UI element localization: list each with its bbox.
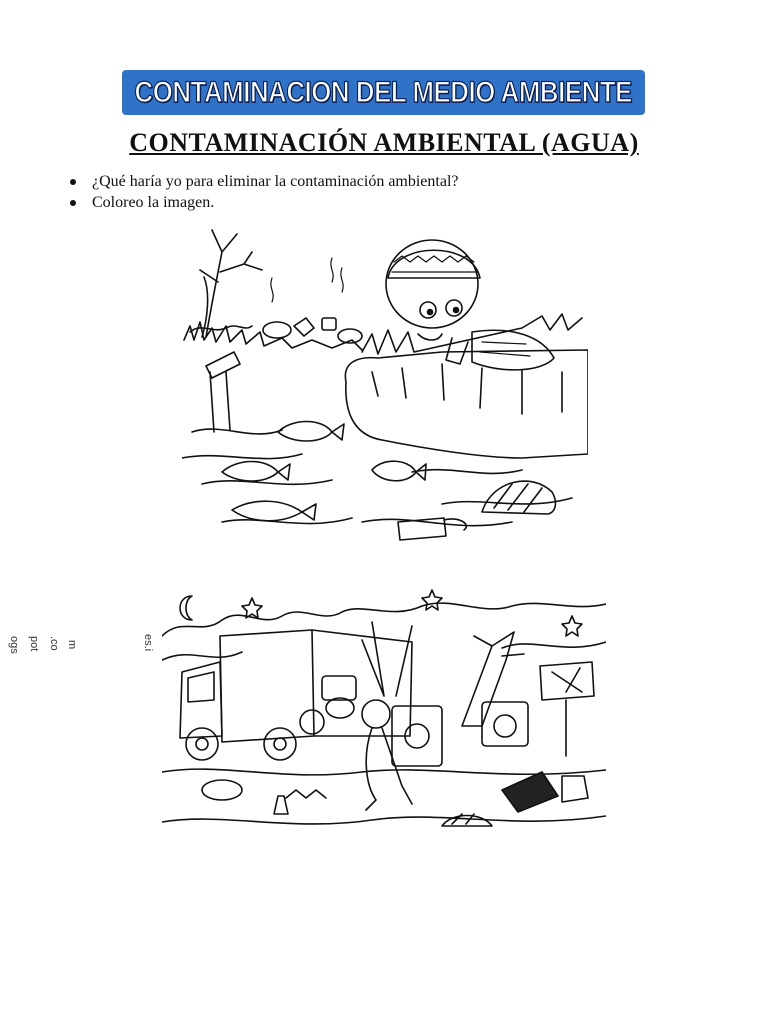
barrel-icon: [202, 780, 242, 800]
dead-tree-icon: [200, 230, 262, 337]
page-title: CONTAMINACIÓN AMBIENTAL (AGUA): [129, 128, 639, 157]
dead-fish-icon: [232, 501, 316, 521]
forest-dumping-illustration: [162, 576, 606, 842]
watermark-fragment: m: [66, 640, 78, 650]
polluted-river-illustration: [182, 222, 588, 554]
instruction-list: [68, 171, 459, 213]
truck-cab-icon: [180, 662, 222, 738]
broken-tree-icon: [462, 632, 524, 726]
truck-wheel-icon: [186, 728, 218, 760]
bullet-icon: [70, 179, 76, 185]
bullet-icon: [70, 200, 76, 206]
star-icon: [422, 590, 442, 610]
truck-wheel-icon: [264, 728, 296, 760]
drain-pipe-icon: [206, 352, 240, 432]
banner-title: CONTAMINACION DEL MEDIO AMBIENTE: [134, 75, 633, 109]
star-icon: [242, 598, 262, 618]
watermark-fragment: .co: [48, 636, 60, 651]
moon-icon: [180, 596, 192, 620]
tire-icon: [482, 481, 555, 514]
bottle-icon: [398, 518, 466, 540]
can-icon: [263, 322, 291, 338]
person-head-icon: [362, 700, 390, 728]
list-item: ¿Qué haría yo para eliminar la contaminación ambiental?: [68, 171, 459, 192]
list-item: Coloreo la imagen.: [68, 192, 459, 213]
star-icon: [562, 616, 582, 636]
dead-fish-icon: [278, 422, 344, 442]
dead-fish-icon: [372, 461, 426, 481]
title-banner: [122, 70, 645, 115]
child-head-icon: [386, 240, 478, 328]
no-dumping-sign-icon: [540, 662, 594, 756]
watermark-fragment: es.i: [142, 634, 154, 652]
debris-icon: [502, 772, 558, 812]
dead-fish-icon: [222, 462, 290, 482]
watermark-fragment: ogs: [8, 636, 20, 654]
watermark-fragment: pot: [28, 636, 40, 652]
